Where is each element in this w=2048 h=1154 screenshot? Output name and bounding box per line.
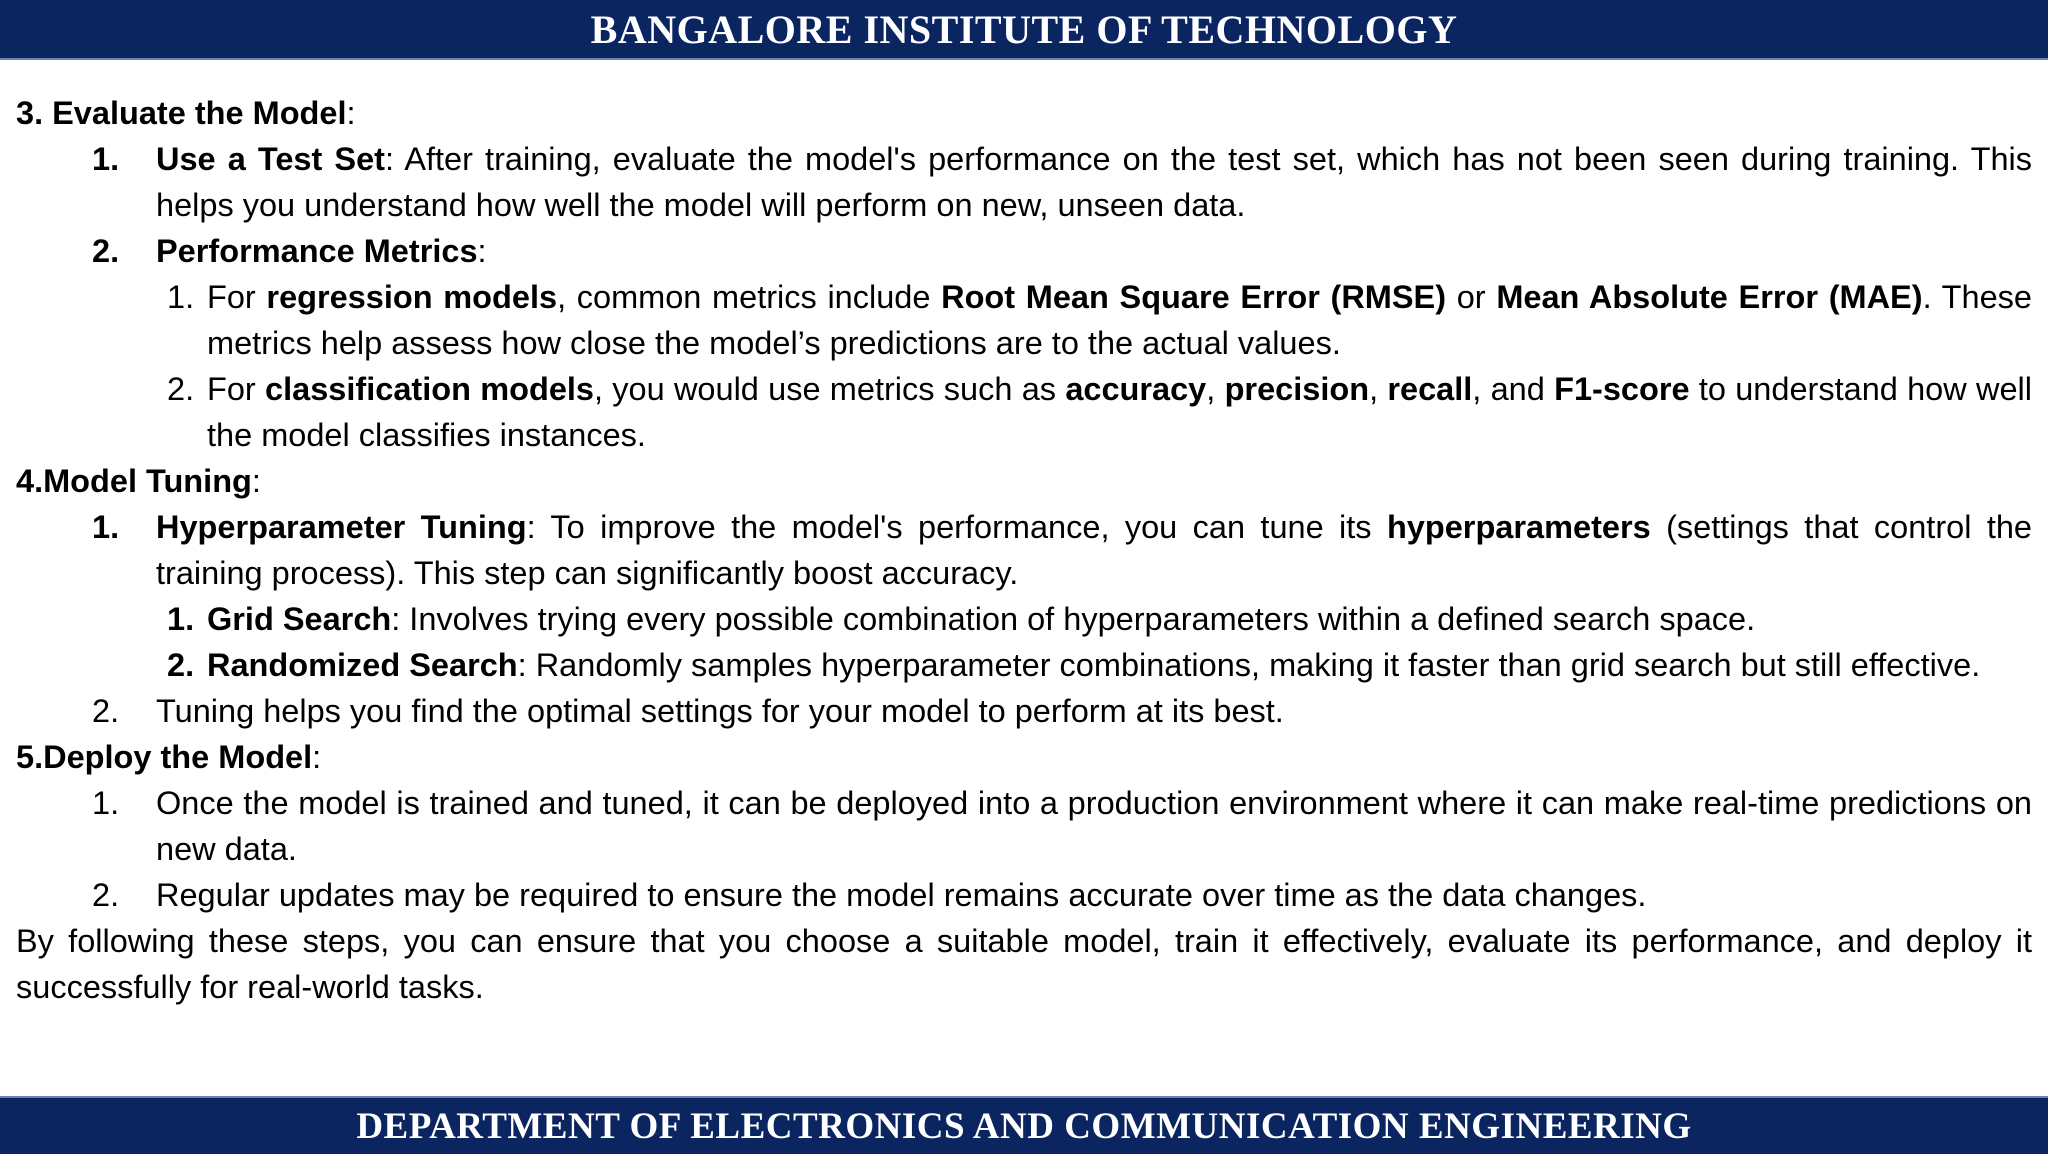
list-item: 2. Tuning helps you find the optimal settings for your model to perform at its best.: [16, 688, 2032, 734]
footer-banner: [0, 1096, 2048, 1154]
institute-title: BANGALORE INSTITUTE OF TECHNOLOGY: [590, 6, 1458, 52]
item-number: 1.: [92, 509, 120, 545]
item-number: 1.: [167, 601, 195, 637]
sub-list-item: 2. Randomized Search: Randomly samples hyperparameter combinations, making it faster than grid search but still effective.: [16, 642, 2032, 688]
sub-list-item: 2. For classification models, you would use metrics such as accuracy, precision, recall, and F1-score to understand how well the model classifies instances.: [16, 366, 2032, 458]
section-evaluate-heading: 3. Evaluate the Model:: [16, 95, 356, 131]
sub-list-item: 1. For regression models, common metrics include Root Mean Square Error (RMSE) or Mean Absolute Error (MAE). These metrics help assess how close the model’s predictions are to the actual values.: [16, 274, 2032, 366]
item-number: 2.: [167, 371, 195, 407]
header-banner: [0, 0, 2048, 60]
list-item: 2. Regular updates may be required to ensure the model remains accurate over time as the data changes.: [16, 872, 2032, 918]
section-tuning-heading: 4.Model Tuning:: [16, 463, 261, 499]
item-number: 1.: [92, 785, 120, 821]
item-number: 1.: [167, 279, 195, 315]
section-deploy-heading: 5.Deploy the Model:: [16, 739, 322, 775]
list-item: 1. Hyperparameter Tuning: To improve the model's performance, you can tune its hyperparameters (settings that control the training process). This step can significantly boost accuracy.: [16, 504, 2032, 596]
item-number: 1.: [92, 141, 120, 177]
item-number: 2.: [92, 877, 120, 913]
list-item: 2. Performance Metrics:: [16, 228, 2032, 274]
list-item: 1. Use a Test Set: After training, evaluate the model's performance on the test set, which has not been seen during training. This helps you understand how well the model will perform on new, unseen data.: [16, 136, 2032, 228]
conclusion-paragraph: By following these steps, you can ensure that you choose a suitable model, train it effectively, evaluate its performance, and deploy it successfully for real-world tasks.: [16, 923, 2032, 1005]
slide-content: [16, 90, 2032, 1010]
item-number: 2.: [92, 233, 120, 269]
item-number: 2.: [167, 647, 195, 683]
sub-list-item: 1. Grid Search: Involves trying every possible combination of hyperparameters within a defined search space.: [16, 596, 2032, 642]
department-title: DEPARTMENT OF ELECTRONICS AND COMMUNICATION ENGINEERING: [356, 1105, 1692, 1147]
list-item: 1. Once the model is trained and tuned, it can be deployed into a production environment where it can make real-time predictions on new data.: [16, 780, 2032, 872]
item-number: 2.: [92, 693, 120, 729]
